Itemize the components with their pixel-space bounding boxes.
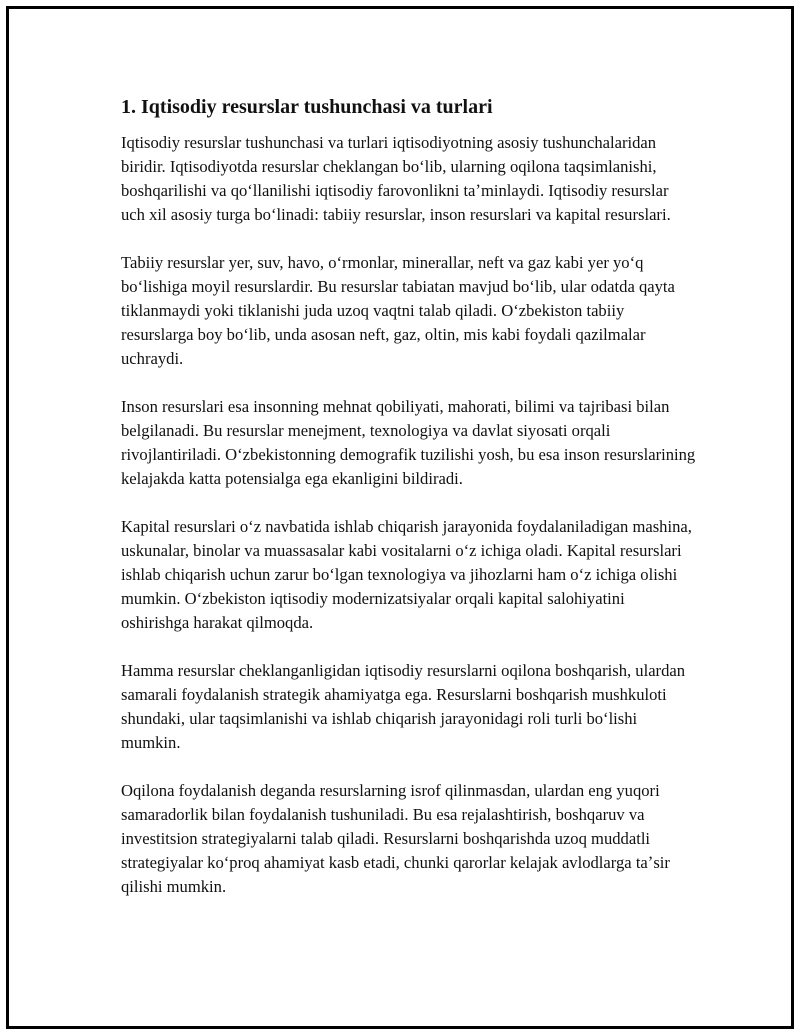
section-heading: 1. Iqtisodiy resurslar tushunchasi va turlari — [121, 96, 493, 118]
paragraph-intro: Iqtisodiy resurslar tushunchasi va turlari iqtisodiyotning asosiy tushunchalaridan biridir. Iqtisodiyotda resurslar cheklangan boʻlib, ularning oqilona taqsimlanishi, boshqarilishi va qoʻllanilishi iqtisodiy farovonlikni taʼminlaydi. Iqtisodiy resurslar uch xil asosiy turga boʻlinadi: tabiiy resurslar, inson resurslari va kapital resurslari. — [121, 133, 671, 224]
paragraph-human-resources: Inson resurslari esa insonning mehnat qobiliyati, mahorati, bilimi va tajribasi bilan belgilanadi. Bu resurslar menejment, texnologiya va davlat siyosati orqali rivojlantiriladi. Oʻzbekistonning demografik tuzilishi yosh, bu esa inson resurslarining kelajakda katta potensialga ega ekanligini bildiradi. — [121, 397, 696, 488]
paragraph-efficient-use: Oqilona foydalanish deganda resurslarning isrof qilinmasdan, ulardan eng yuqori samaradorlik bilan foydalanish tushuniladi. Bu esa rejalashtirish, boshqaruv va investitsion strategiyalarni talab qiladi. Resurslarni boshqarishda uzoq muddatli strategiyalar koʻproq ahamiyat kasb etadi, chunki qarorlar kelajak avlodlarga taʼsir qilishi mumkin. — [121, 781, 670, 896]
paragraph-natural-resources: Tabiiy resurslar yer, suv, havo, oʻrmonlar, minerallar, neft va gaz kabi yer yoʻq boʻlishiga moyil resurslardir. Bu resurslar tabiatan mavjud boʻlib, ular odatda qayta tiklanmaydi yoki tiklanishi juda uzoq vaqtni talab qiladi. Oʻzbekiston tabiiy resurslarga boy boʻlib, unda asosan neft, gaz, oltin, mis kabi foydali qazilmalar uchraydi. — [121, 253, 675, 368]
paragraph-capital-resources: Kapital resurslari oʻz navbatida ishlab chiqarish jarayonida foydalaniladigan mashina, uskunalar, binolar va muassasalar kabi vositalarni oʻz ichiga oladi. Kapital resurslari ishlab chiqarish uchun zarur boʻlgan texnologiya va jihozlarni ham oʻz ichiga olishi mumkin. Oʻzbekiston iqtisodiy modernizatsiyalar orqali kapital salohiyatini oshirishga harakat qilmoqda. — [121, 517, 692, 632]
paragraph-resource-management: Hamma resurslar cheklanganligidan iqtisodiy resurslarni oqilona boshqarish, ulardan samarali foydalanish strategik ahamiyatga ega. Resurslarni boshqarish mushkuloti shundaki, ular taqsimlanishi va ishlab chiqarish jarayonidagi roli turli boʻlishi mumkin. — [121, 661, 686, 752]
page-frame — [6, 6, 794, 1029]
document-body — [121, 93, 696, 923]
